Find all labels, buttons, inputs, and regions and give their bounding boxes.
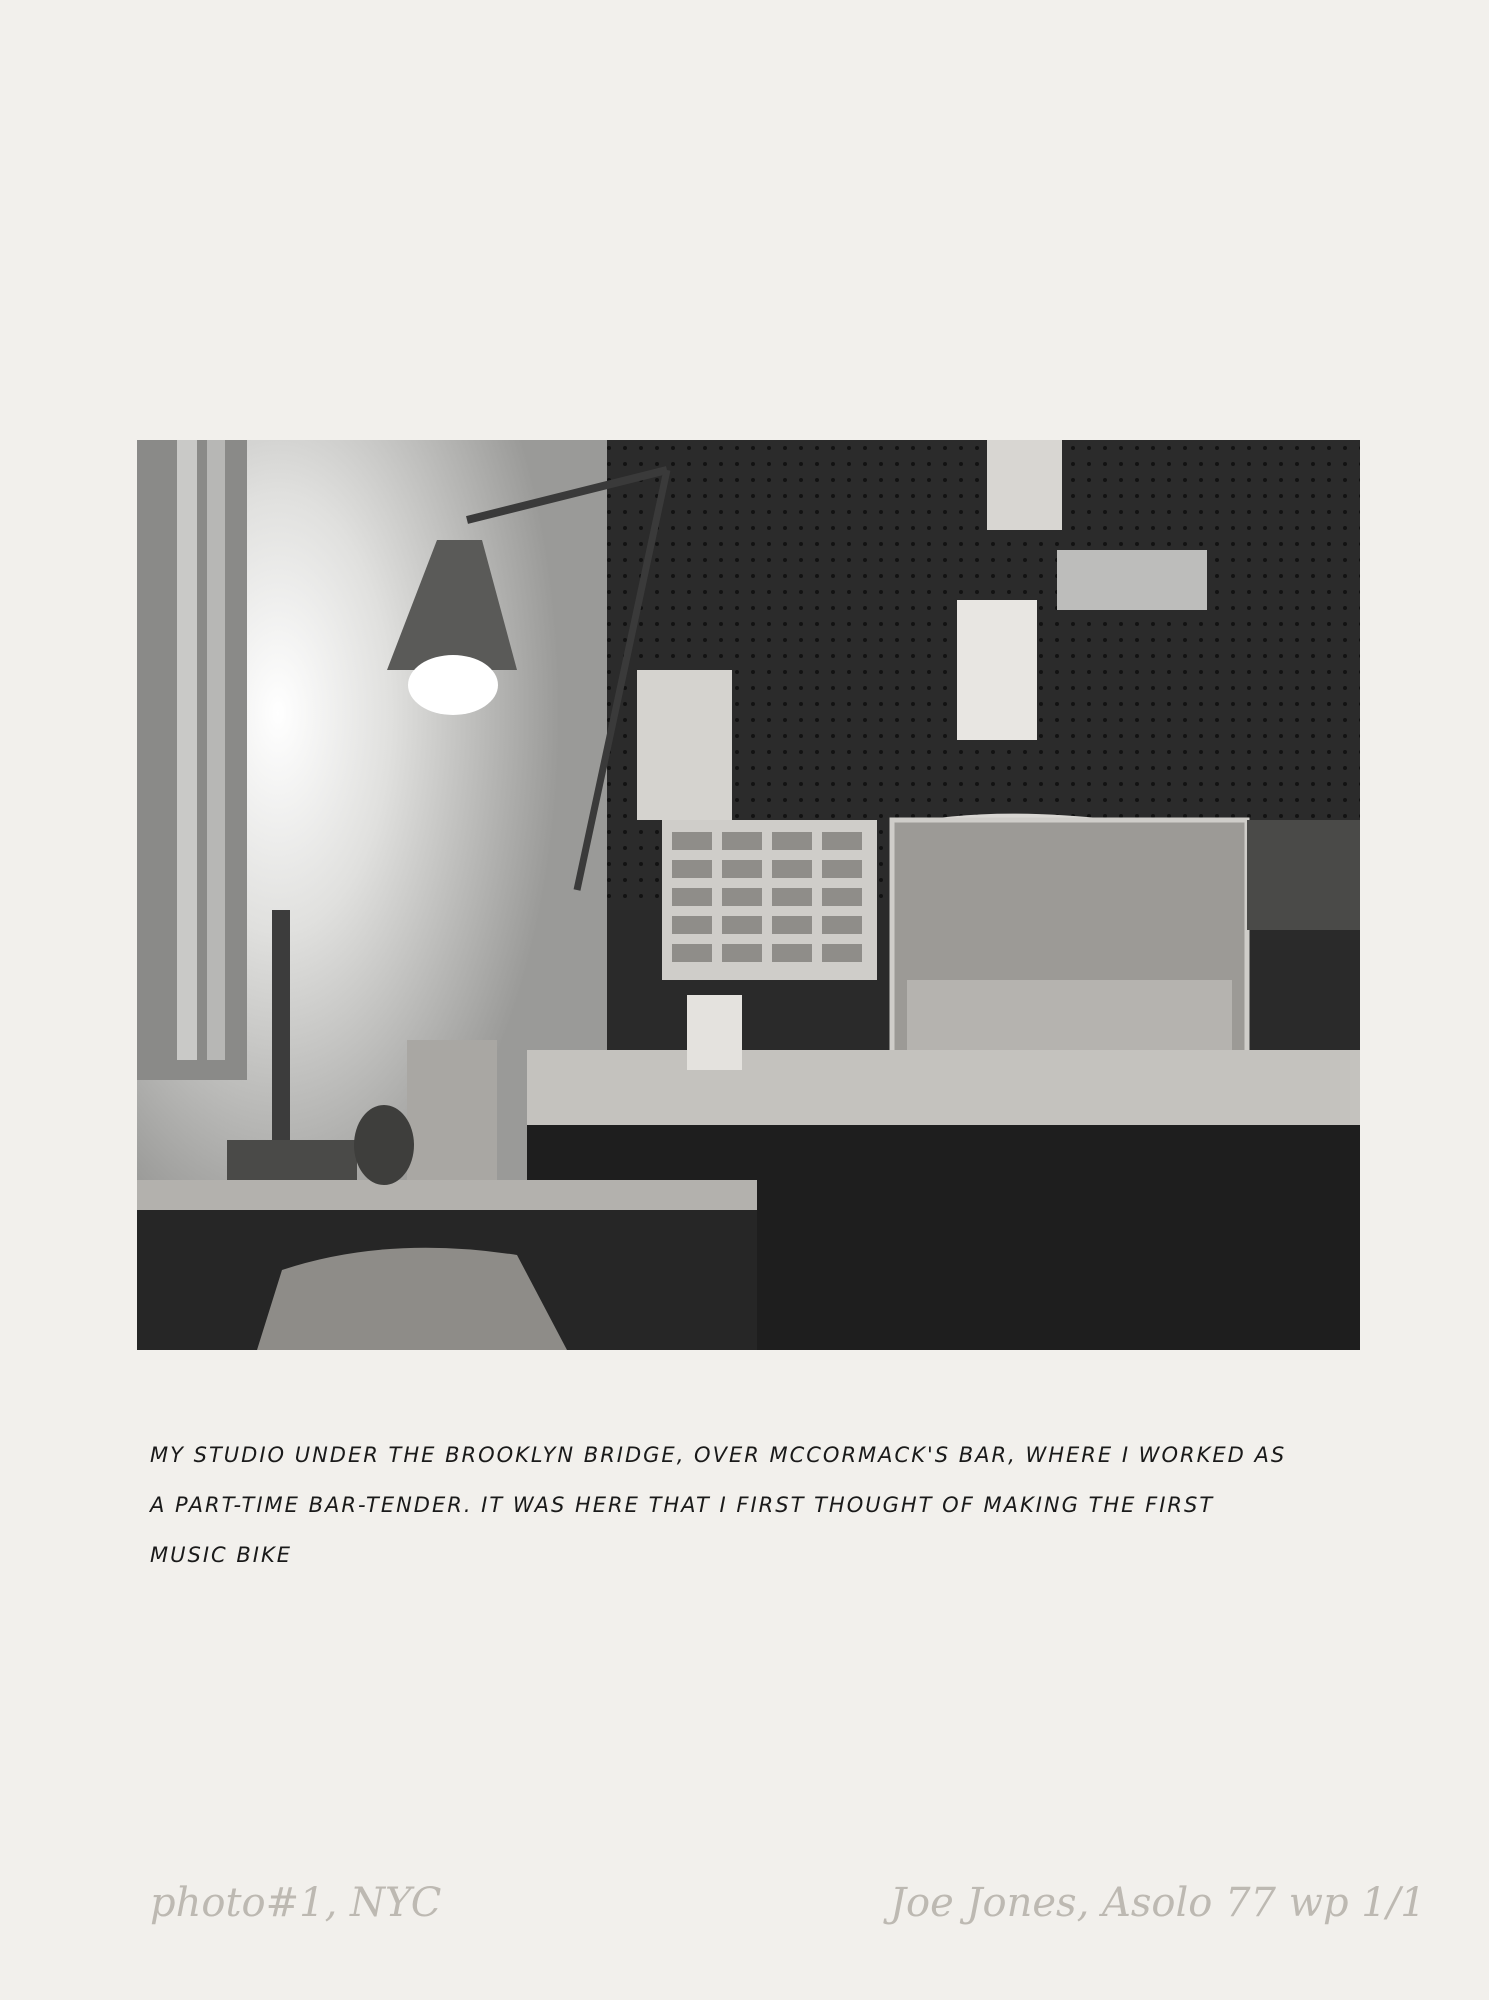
battery bbox=[687, 995, 742, 1070]
oil-can bbox=[407, 1040, 497, 1180]
parts-card bbox=[637, 670, 732, 820]
studio-photograph bbox=[137, 440, 1360, 1350]
glue-card bbox=[957, 600, 1037, 740]
caption-line: MUSIC BIKE bbox=[150, 1543, 292, 1567]
caption-line: MY STUDIO UNDER THE BROOKLYN BRIDGE, OVER MCCORMACK'S BAR, WHERE I WORKED AS bbox=[150, 1443, 1287, 1467]
caption-line: A PART-TIME BAR-TENDER. IT WAS HERE THAT I FIRST THOUGHT OF MAKING THE FIRST bbox=[150, 1493, 1215, 1517]
side-table bbox=[137, 1180, 757, 1210]
pencil-inscription-left: photo#1, NYC bbox=[150, 1880, 442, 1926]
pencil-inscription-right: Joe Jones, Asolo 77 wp 1/1 bbox=[890, 1880, 1426, 1926]
workbench-top bbox=[527, 1050, 1360, 1125]
studio-photograph-drawing bbox=[137, 440, 1360, 1350]
drill-stand bbox=[272, 910, 290, 1160]
handwritten-caption bbox=[150, 1430, 1360, 1580]
